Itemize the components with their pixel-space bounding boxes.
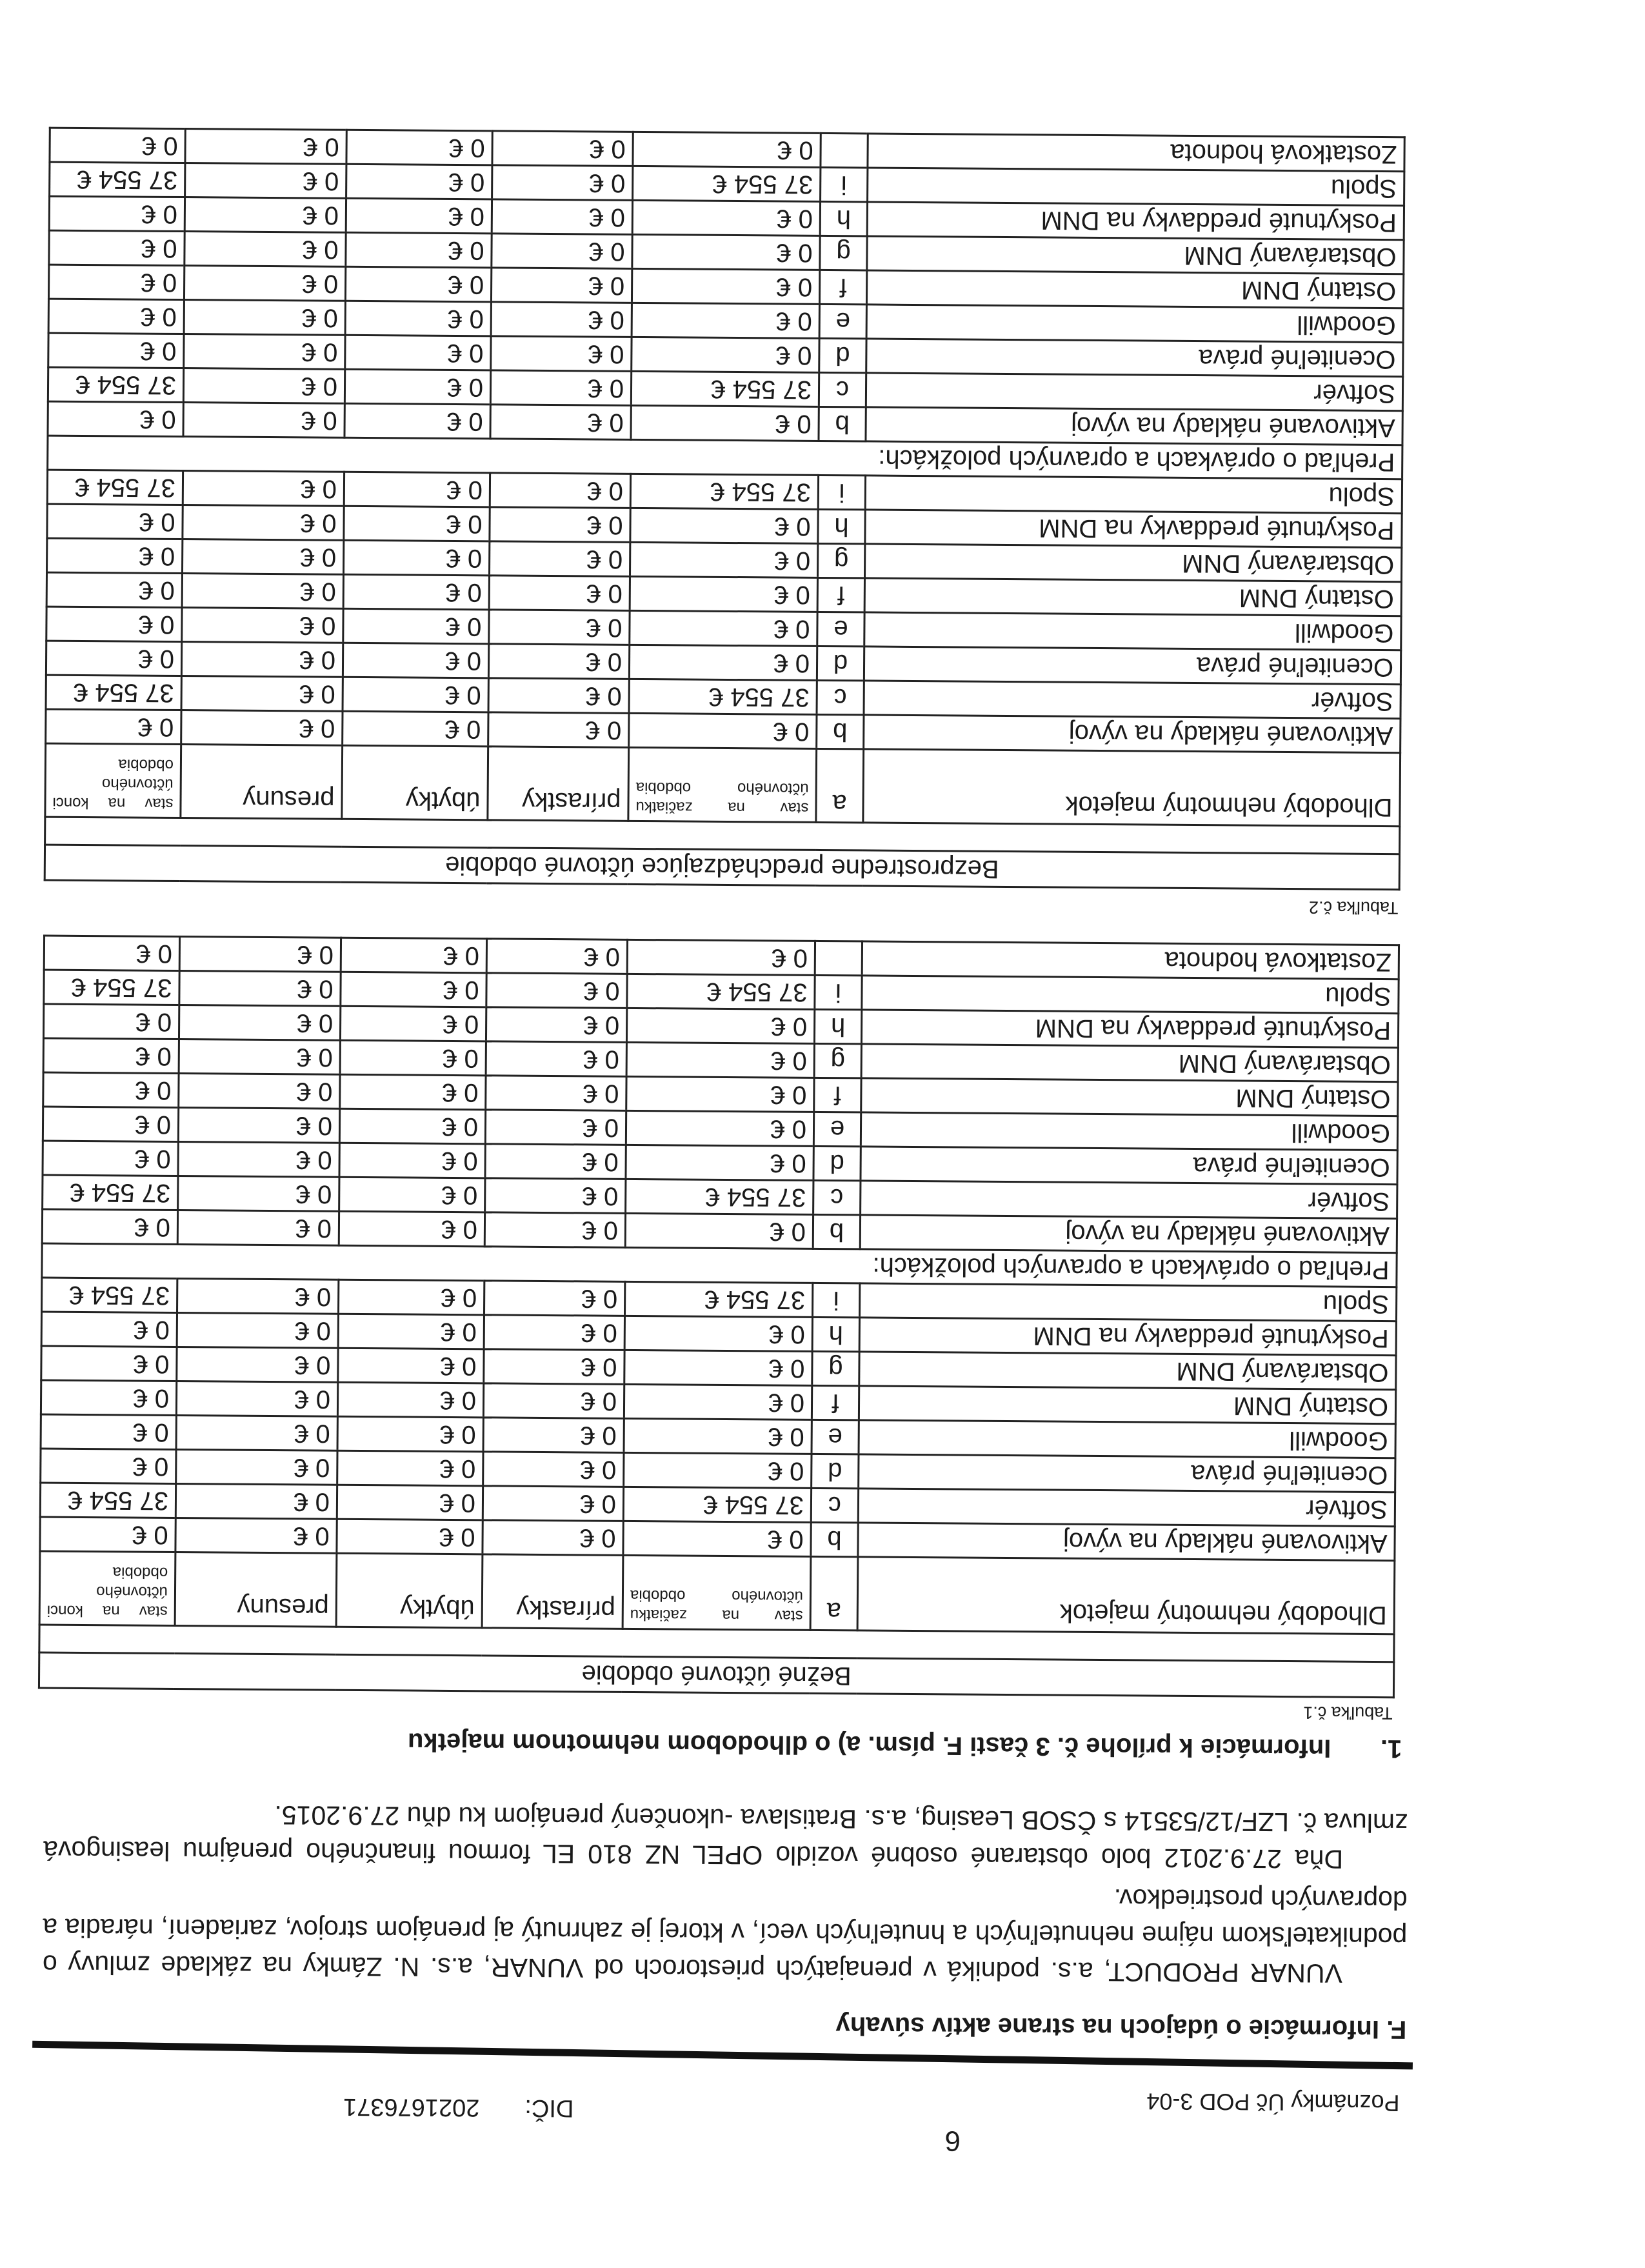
row-letter: f — [819, 270, 866, 305]
value-cell: 0 € — [183, 539, 344, 575]
value-cell: 37 554 € — [47, 470, 183, 505]
adjustments-title: Prehľad o oprávkach a opravných položkách: — [48, 436, 1402, 479]
value-cell: 0 € — [50, 128, 185, 163]
value-cell: 37 554 € — [46, 675, 181, 710]
row-letter: b — [811, 1522, 858, 1557]
value-cell: 37 554 € — [631, 371, 819, 406]
section-title: F. Informácie o údajoch na strane aktív súvahy — [835, 2011, 1407, 2044]
row-label: Aktivované náklady na vývoj — [858, 1523, 1395, 1561]
value-cell: 0 € — [492, 131, 633, 166]
value-cell: 0 € — [42, 1209, 177, 1244]
value-cell: 0 € — [41, 1312, 177, 1347]
page-number: 6 — [944, 2125, 961, 2157]
value-cell: 0 € — [185, 163, 346, 199]
value-cell: 0 € — [41, 1449, 176, 1483]
value-cell: 37 554 € — [43, 1175, 178, 1210]
column-header: presuny — [175, 1552, 337, 1627]
value-cell: 0 € — [185, 129, 346, 165]
value-cell: 0 € — [339, 1211, 484, 1247]
value-cell: 0 € — [492, 234, 632, 269]
row-letter: d — [817, 646, 864, 681]
value-cell: 0 € — [182, 574, 343, 609]
tax-id-label: DIČ: — [524, 2094, 574, 2122]
row-label: Softvér — [866, 373, 1402, 411]
row-letter: i — [818, 475, 865, 510]
value-cell: 0 € — [179, 971, 341, 1007]
value-cell: 0 € — [484, 1315, 624, 1350]
value-cell: 0 € — [624, 1452, 812, 1488]
value-cell: 0 € — [343, 643, 488, 678]
value-cell: 0 € — [346, 198, 492, 234]
value-cell: 0 € — [344, 369, 490, 405]
value-cell: 0 € — [181, 642, 343, 677]
row-letter: d — [813, 1146, 861, 1181]
subsection-number: 1. — [1380, 1734, 1402, 1763]
column-header: stav na konci účtovného obdobia — [45, 743, 181, 818]
value-cell: 0 € — [46, 572, 182, 607]
value-cell: 0 € — [484, 1212, 625, 1248]
column-header: a — [816, 748, 864, 823]
table-caption: Tabuľka č.2 — [1308, 898, 1399, 918]
row-label: Ostatný DNM — [864, 578, 1401, 616]
value-cell: 0 € — [337, 1416, 483, 1452]
value-cell: 0 € — [176, 1416, 337, 1451]
value-cell: 0 € — [48, 333, 184, 368]
value-cell: 0 € — [492, 199, 632, 235]
value-cell: 37 554 € — [48, 367, 183, 402]
row-label: Zostatková hodnota — [862, 941, 1399, 979]
row-letter: d — [819, 338, 866, 373]
value-cell: 0 € — [41, 1414, 176, 1449]
row-label: Goodwill — [861, 1112, 1397, 1150]
column-header: stav na začiatku účtovného obdobia — [628, 747, 817, 822]
value-cell: 0 € — [179, 1005, 340, 1041]
row-label: Zostatková hodnota — [868, 134, 1404, 172]
value-cell: 0 € — [184, 266, 345, 301]
value-cell: 0 € — [484, 1349, 624, 1385]
row-letter: i — [812, 1283, 859, 1318]
value-cell: 0 € — [337, 1519, 483, 1554]
value-cell: 0 € — [339, 1143, 485, 1178]
value-cell: 0 € — [43, 1038, 179, 1073]
row-letter: f — [812, 1385, 859, 1420]
value-cell: 0 € — [626, 1042, 814, 1078]
value-cell: 0 € — [345, 301, 491, 336]
header-divider — [32, 2041, 1413, 2070]
value-cell: 0 € — [625, 1213, 813, 1249]
value-cell: 0 € — [344, 472, 490, 507]
value-cell: 37 554 € — [633, 166, 821, 201]
row-label: Obstarávaný DNM — [861, 1044, 1398, 1082]
value-cell: 37 554 € — [627, 974, 815, 1009]
row-label: Poskytnuté preddavky na DNM — [867, 202, 1404, 240]
value-cell: 0 € — [624, 1316, 812, 1351]
value-cell: 0 € — [488, 644, 629, 679]
value-cell: 0 € — [483, 1383, 624, 1419]
value-cell: 0 € — [46, 538, 182, 573]
value-cell: 0 € — [43, 1141, 178, 1176]
row-letter — [815, 941, 862, 976]
row-label: Obstarávaný DNM — [859, 1352, 1396, 1390]
row-letter: c — [817, 680, 864, 715]
value-cell: 0 € — [175, 1484, 337, 1520]
row-label: Spolu — [868, 168, 1404, 206]
value-cell: 0 € — [492, 165, 633, 201]
value-cell: 0 € — [343, 711, 488, 747]
value-cell: 0 € — [629, 713, 817, 748]
value-cell: 0 € — [339, 1109, 485, 1144]
value-cell: 0 € — [485, 1110, 626, 1145]
value-cell: 0 € — [344, 403, 490, 439]
value-cell: 0 € — [490, 473, 630, 508]
value-cell: 0 € — [48, 299, 184, 334]
value-cell: 0 € — [179, 937, 341, 972]
paragraph: VUNAR PRODUCT, a.s. podniká v prenajatých priestoroch od VUNAR, a.s. N. Zámky na základe zmluvy o podnikateľskom nájme nehnuteľných a hnuteľných vecí, v ktorej je zahrnutý aj prenájom strojov, zariadení, náradia a dopravných prostriedkov. — [42, 1883, 1408, 1989]
value-cell: 0 € — [183, 368, 344, 404]
row-letter: d — [812, 1454, 859, 1489]
value-cell: 0 € — [483, 1452, 624, 1487]
value-cell: 0 € — [491, 268, 632, 303]
value-cell: 0 € — [340, 1074, 486, 1110]
row-label: Softvér — [864, 681, 1401, 719]
value-cell: 0 € — [632, 303, 819, 338]
value-cell: 37 554 € — [623, 1487, 811, 1522]
value-cell: 0 € — [630, 542, 817, 577]
value-cell: 0 € — [43, 1107, 178, 1141]
row-letter: g — [814, 1043, 861, 1078]
value-cell: 0 € — [488, 712, 629, 748]
column-header: úbytky — [336, 1553, 483, 1628]
value-cell: 0 € — [630, 576, 817, 612]
row-letter: g — [817, 543, 864, 578]
value-cell: 0 € — [178, 1108, 339, 1143]
row-letter: i — [815, 975, 862, 1010]
value-cell: 0 € — [43, 1004, 179, 1039]
table-caption: Tabuľka č.1 — [1303, 1703, 1393, 1723]
value-cell: 0 € — [49, 196, 184, 231]
value-cell: 0 € — [44, 936, 179, 970]
value-cell: 0 € — [343, 608, 489, 644]
column-header-row — [39, 1551, 1395, 1634]
document-header: Poznámky Úč POD 3-04 — [1146, 2088, 1400, 2117]
value-cell: 0 € — [337, 1450, 483, 1486]
row-letter: e — [819, 304, 866, 339]
column-header-row — [45, 743, 1401, 827]
value-cell: 0 € — [183, 403, 344, 438]
intangible-assets-table-current — [38, 935, 1400, 1699]
value-cell: 0 € — [184, 197, 346, 233]
body-text — [43, 1791, 1408, 1992]
value-cell: 0 € — [624, 1350, 812, 1385]
row-letter: h — [818, 509, 865, 544]
value-cell: 0 € — [346, 164, 492, 199]
value-cell: 37 554 € — [626, 1179, 813, 1214]
row-label: Spolu — [865, 476, 1402, 514]
value-cell: 0 € — [486, 973, 627, 1009]
row-letter: c — [811, 1488, 858, 1523]
value-cell: 0 € — [175, 1518, 337, 1554]
column-header: stav na začiatku účtovného obdobia — [623, 1555, 811, 1630]
value-cell: 0 € — [345, 266, 491, 302]
value-cell: 0 € — [41, 1380, 176, 1415]
row-letter: f — [817, 577, 864, 612]
value-cell: 0 € — [177, 1313, 338, 1349]
value-cell: 0 € — [344, 506, 490, 541]
paragraph: Dňa 27.9.2012 bolo obstarané osobné vozidlo OPEL NZ 810 EL formou finančného prenájmu leasingová zmluva č. LZF/12/53514 s ČSOB Leasing, a.s. Bratislava -ukončený prenájom ku dňu 27.9.2015. — [43, 1800, 1408, 1874]
value-cell: 0 € — [183, 471, 344, 507]
value-cell: 0 € — [46, 709, 181, 744]
intangible-assets-table-previous — [44, 127, 1406, 891]
value-cell: 0 € — [179, 1074, 340, 1109]
value-cell: 0 € — [344, 540, 490, 576]
value-cell: 0 € — [47, 504, 183, 539]
value-cell: 0 € — [339, 1177, 485, 1212]
value-cell: 0 € — [337, 1485, 483, 1520]
value-cell: 37 554 € — [629, 679, 817, 714]
row-label: Softvér — [861, 1181, 1397, 1219]
value-cell: 0 € — [340, 1006, 486, 1041]
period-title: Bežné účtovné obdobie — [39, 1652, 1393, 1698]
column-header: Dlhodobý nehmotný majetok — [863, 749, 1401, 827]
row-letter: b — [819, 406, 866, 441]
row-label: Aktivované náklady na vývoj — [860, 1215, 1397, 1253]
value-cell: 0 € — [345, 335, 491, 370]
column-header: a — [810, 1556, 858, 1631]
row-letter: h — [820, 201, 867, 236]
value-cell: 0 € — [486, 1041, 626, 1077]
tax-id-value: 2021676371 — [343, 2092, 480, 2122]
value-cell: 0 € — [632, 268, 819, 304]
row-letter: h — [812, 1317, 859, 1352]
value-cell: 0 € — [179, 1039, 340, 1075]
value-cell: 0 € — [341, 938, 486, 973]
row-letter — [821, 133, 868, 168]
value-cell: 0 € — [343, 677, 488, 712]
value-cell: 0 € — [483, 1418, 624, 1453]
row-label: Oceniteľné práva — [861, 1147, 1397, 1185]
value-cell: 0 € — [488, 678, 629, 714]
value-cell: 0 € — [346, 130, 492, 165]
adjustments-title: Prehľad o oprávkach a opravných položkách: — [42, 1243, 1397, 1287]
row-label: Poskytnuté preddavky na DNM — [861, 1010, 1398, 1048]
value-cell: 0 € — [632, 337, 819, 372]
value-cell: 0 € — [43, 1072, 179, 1107]
value-cell: 0 € — [183, 505, 344, 541]
value-cell: 0 € — [627, 939, 815, 975]
column-header: prírastky — [482, 1554, 623, 1629]
value-cell: 0 € — [181, 676, 343, 712]
row-label: Goodwill — [859, 1420, 1395, 1458]
column-header: Dlhodobý nehmotný majetok — [857, 1557, 1395, 1634]
value-cell: 0 € — [177, 1210, 339, 1246]
row-letter: f — [814, 1078, 861, 1112]
value-cell: 0 € — [633, 132, 821, 167]
value-cell: 0 € — [341, 972, 486, 1007]
value-cell: 0 € — [486, 939, 627, 974]
row-letter: e — [813, 1112, 861, 1147]
row-label: Oceniteľné práva — [866, 339, 1403, 377]
value-cell: 0 € — [490, 507, 630, 543]
value-cell: 0 € — [490, 370, 631, 406]
value-cell: 37 554 € — [50, 162, 185, 197]
value-cell: 0 € — [631, 405, 819, 441]
value-cell: 0 € — [48, 401, 183, 436]
value-cell: 0 € — [339, 1280, 484, 1315]
row-label: Goodwill — [864, 612, 1401, 650]
row-letter: i — [821, 167, 868, 202]
value-cell: 0 € — [491, 302, 632, 337]
value-cell: 0 € — [483, 1520, 623, 1556]
value-cell: 0 € — [343, 574, 489, 610]
row-label: Ostatný DNM — [859, 1386, 1395, 1424]
row-letter: e — [817, 612, 864, 647]
value-cell: 0 € — [485, 1178, 626, 1214]
row-label: Aktivované náklady na vývoj — [864, 715, 1401, 753]
value-cell: 0 € — [623, 1521, 811, 1556]
column-header: presuny — [181, 745, 343, 819]
value-cell: 37 554 € — [42, 1278, 177, 1312]
value-cell: 0 € — [483, 1486, 623, 1521]
value-cell: 0 € — [484, 1281, 624, 1316]
row-label: Oceniteľné práva — [859, 1454, 1395, 1492]
value-cell: 0 € — [184, 334, 345, 370]
value-cell: 37 554 € — [40, 1483, 175, 1518]
row-label: Spolu — [862, 976, 1399, 1014]
value-cell: 0 € — [626, 1008, 814, 1043]
value-cell: 0 € — [177, 1279, 339, 1314]
row-label: Softvér — [858, 1489, 1395, 1527]
value-cell: 0 € — [626, 1076, 814, 1112]
value-cell: 0 € — [489, 576, 630, 611]
value-cell: 0 € — [490, 405, 631, 440]
row-label: Spolu — [859, 1283, 1396, 1321]
value-cell: 0 € — [338, 1314, 484, 1349]
row-label: Ostatný DNM — [861, 1078, 1398, 1116]
value-cell: 0 € — [49, 230, 184, 265]
row-letter: g — [812, 1351, 859, 1386]
value-cell: 37 554 € — [630, 474, 818, 509]
row-letter: h — [814, 1009, 861, 1044]
value-cell: 0 € — [176, 1381, 337, 1417]
row-label: Oceniteľné práva — [864, 647, 1401, 685]
value-cell: 0 € — [486, 1007, 626, 1043]
row-label: Obstarávaný DNM — [867, 236, 1404, 274]
value-cell: 0 € — [624, 1418, 812, 1454]
value-cell: 0 € — [184, 232, 346, 267]
value-cell: 0 € — [46, 607, 182, 641]
row-letter: b — [817, 714, 864, 749]
column-header: úbytky — [342, 745, 488, 820]
value-cell: 0 € — [337, 1382, 483, 1418]
row-letter: c — [813, 1180, 861, 1215]
value-cell: 0 € — [632, 200, 820, 236]
subsection-text: Informácie k prílohe č. 3 časti F. písm. a) o dlhodobom nehmotnom majetku — [407, 1727, 1331, 1763]
value-cell: 0 € — [181, 710, 343, 746]
row-label: Ostatný DNM — [866, 270, 1403, 308]
value-cell: 0 € — [630, 610, 817, 646]
value-cell: 0 € — [48, 265, 184, 299]
value-cell: 0 € — [40, 1517, 175, 1552]
row-letter: e — [812, 1420, 859, 1454]
value-cell: 0 € — [485, 1144, 626, 1179]
row-label: Goodwill — [866, 305, 1403, 343]
value-cell: 37 554 € — [44, 970, 179, 1005]
row-letter: b — [813, 1214, 860, 1249]
value-cell: 0 € — [184, 300, 345, 336]
row-label: Poskytnuté preddavky na DNM — [865, 510, 1402, 548]
tax-id — [343, 2092, 574, 2122]
value-cell: 0 € — [629, 645, 817, 680]
row-label: Obstarávaný DNM — [864, 544, 1401, 582]
row-letter: c — [819, 372, 866, 407]
row-label: Aktivované náklady na vývoj — [866, 407, 1402, 445]
value-cell: 0 € — [626, 1110, 813, 1146]
value-cell: 0 € — [624, 1384, 812, 1420]
value-cell: 0 € — [46, 641, 181, 676]
value-cell: 0 € — [626, 1145, 813, 1180]
value-cell: 0 € — [346, 232, 492, 268]
value-cell: 0 € — [486, 1076, 626, 1111]
value-cell: 0 € — [178, 1176, 339, 1212]
value-cell: 0 € — [338, 1348, 484, 1383]
value-cell: 37 554 € — [624, 1281, 812, 1317]
value-cell: 0 € — [489, 610, 630, 645]
value-cell: 0 € — [489, 541, 630, 577]
value-cell: 0 € — [182, 608, 343, 643]
row-letter: g — [820, 236, 867, 270]
subsection-title — [408, 1727, 1402, 1763]
value-cell: 0 € — [491, 336, 632, 372]
value-cell: 0 € — [632, 234, 820, 270]
value-cell: 0 € — [340, 1040, 486, 1076]
value-cell: 0 € — [176, 1450, 337, 1485]
column-header: prírastky — [488, 747, 629, 821]
value-cell: 0 € — [177, 1347, 338, 1383]
period-title: Bezprostredne predchádzajúce účtovné obdobie — [45, 845, 1399, 890]
value-cell: 0 € — [41, 1346, 177, 1381]
column-header: stav na konci účtovného obdobia — [39, 1551, 175, 1625]
value-cell: 0 € — [178, 1142, 339, 1178]
value-cell: 0 € — [630, 508, 818, 543]
row-label: Poskytnuté preddavky na DNM — [859, 1318, 1396, 1356]
